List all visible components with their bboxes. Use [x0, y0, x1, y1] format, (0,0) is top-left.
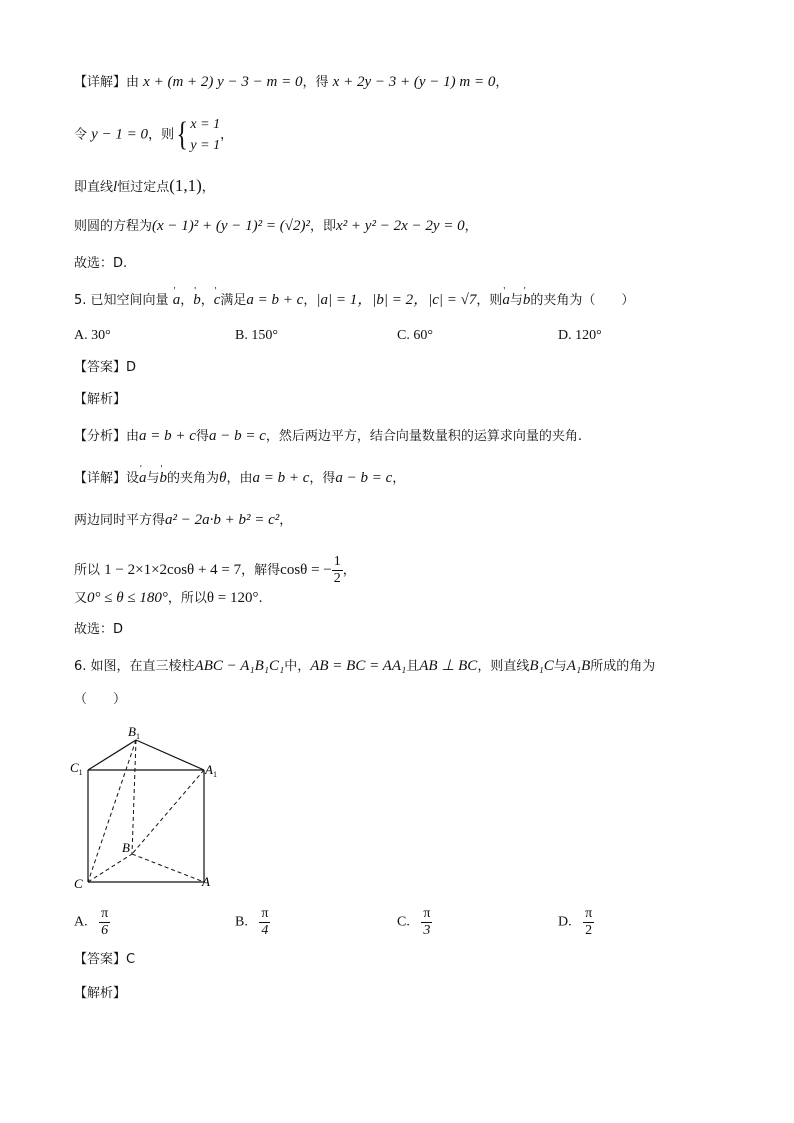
- q6-answer-label: 【答案】C: [74, 952, 136, 967]
- question-5-stem: 5. 已知空间向量 ' a，' b，' c满足a = b + c，|a| = 1，|b| = 2，|c| = √7，则' a与' b的夹角为（ ）: [74, 290, 634, 311]
- detail-line-1: 【详解】设' a与' b的夹角为θ，由a = b + c，得a − b = c，: [74, 468, 405, 489]
- choose-line: 故选：D: [74, 622, 124, 637]
- label-a: A: [202, 874, 210, 889]
- edge-b-b1: [132, 740, 136, 854]
- option-d: D. 120°: [558, 328, 602, 343]
- q6-analysis-label: 【解析】: [74, 986, 127, 1001]
- equation: y − 1 = 0: [91, 126, 149, 143]
- option-c: C. 60°: [397, 328, 433, 343]
- solution-line-5: 故选：D.: [74, 256, 128, 271]
- detail-tag: 【详解】: [74, 75, 127, 90]
- label-b: B: [122, 840, 130, 855]
- question-6-stem: 6. 如图，在直三棱柱ABC − A₁B₁C₁中，AB = BC = AA₁且AB ⊥ BC，则直线B₁C与A₁B所成的角为: [74, 658, 656, 674]
- q6-option-b: B. $\frac{\pi}{4}$: [235, 906, 269, 938]
- prism-figure: [66, 722, 226, 898]
- q6-option-d: D. $\frac{\pi}{2}$: [558, 906, 593, 938]
- analysis-line: 【分析】由a = b + c得a − b = c，然后两边平方，结合向量数量积的运算求向量的夹角.: [74, 428, 582, 444]
- option-a: A. 30°: [74, 328, 111, 343]
- option-b: B. 150°: [235, 328, 278, 343]
- point: (1,1): [169, 176, 202, 195]
- equation: x² + y² − 2x − 2y = 0: [336, 218, 465, 234]
- equation: (x − 1)² + (y − 1)² = (√2)²: [152, 218, 311, 234]
- brace: {: [176, 116, 188, 153]
- label-c: C: [74, 876, 83, 891]
- q6-option-c: C. $\frac{\pi}{3}$: [397, 906, 431, 938]
- equation: x + (m + 2) y − 3 − m = 0: [143, 74, 303, 90]
- detail-line-2: 两边同时平方得a² − 2a·b + b² = c²，: [74, 512, 293, 528]
- equation-system: x = 1 y = 1: [190, 117, 221, 153]
- edge-b-a: [132, 854, 204, 882]
- detail-line-3: 所以 1 − 2×1×2cosθ + 4 = 7，解得cosθ = − $\frac{1}{2}$ ，: [74, 554, 356, 586]
- question-6-paren: （ ）: [74, 692, 127, 707]
- label-a1: $A_1$: [205, 762, 217, 779]
- diag-b1-c: [88, 740, 136, 882]
- edge-b1-a1: [136, 740, 204, 770]
- solution-line-4: 则圆的方程为(x − 1)² + (y − 1)² = (√2)²，即x² + y² − 2x − 2y = 0，: [74, 218, 478, 234]
- diag-a1-b: [132, 770, 204, 854]
- answer-label: 【答案】D: [74, 360, 137, 375]
- solution-line-3: 即直线l恒过定点(1,1)，: [74, 176, 215, 195]
- detail-line-4: 又0° ≤ θ ≤ 180°，所以θ = 120°.: [74, 590, 263, 606]
- label-b1: $B_1$: [128, 724, 140, 741]
- solution-line-1: 【详解】由 x + (m + 2) y − 3 − m = 0，得 x + 2y − 3 + (y − 1) m = 0，: [74, 74, 509, 90]
- solution-line-2: 令 y − 1 = 0，则{ x = 1 y = 1 ，: [74, 114, 233, 156]
- analysis-label: 【解析】: [74, 392, 127, 407]
- equation: x + 2y − 3 + (y − 1) m = 0: [332, 74, 496, 90]
- edge-c-b: [88, 854, 132, 882]
- fraction: $\frac{1}{2}$: [333, 554, 341, 586]
- q6-option-a: A. $\frac{\pi}{6}$: [74, 906, 109, 938]
- edge-c1-b1: [88, 740, 136, 770]
- label-c1: $C_1$: [70, 760, 83, 777]
